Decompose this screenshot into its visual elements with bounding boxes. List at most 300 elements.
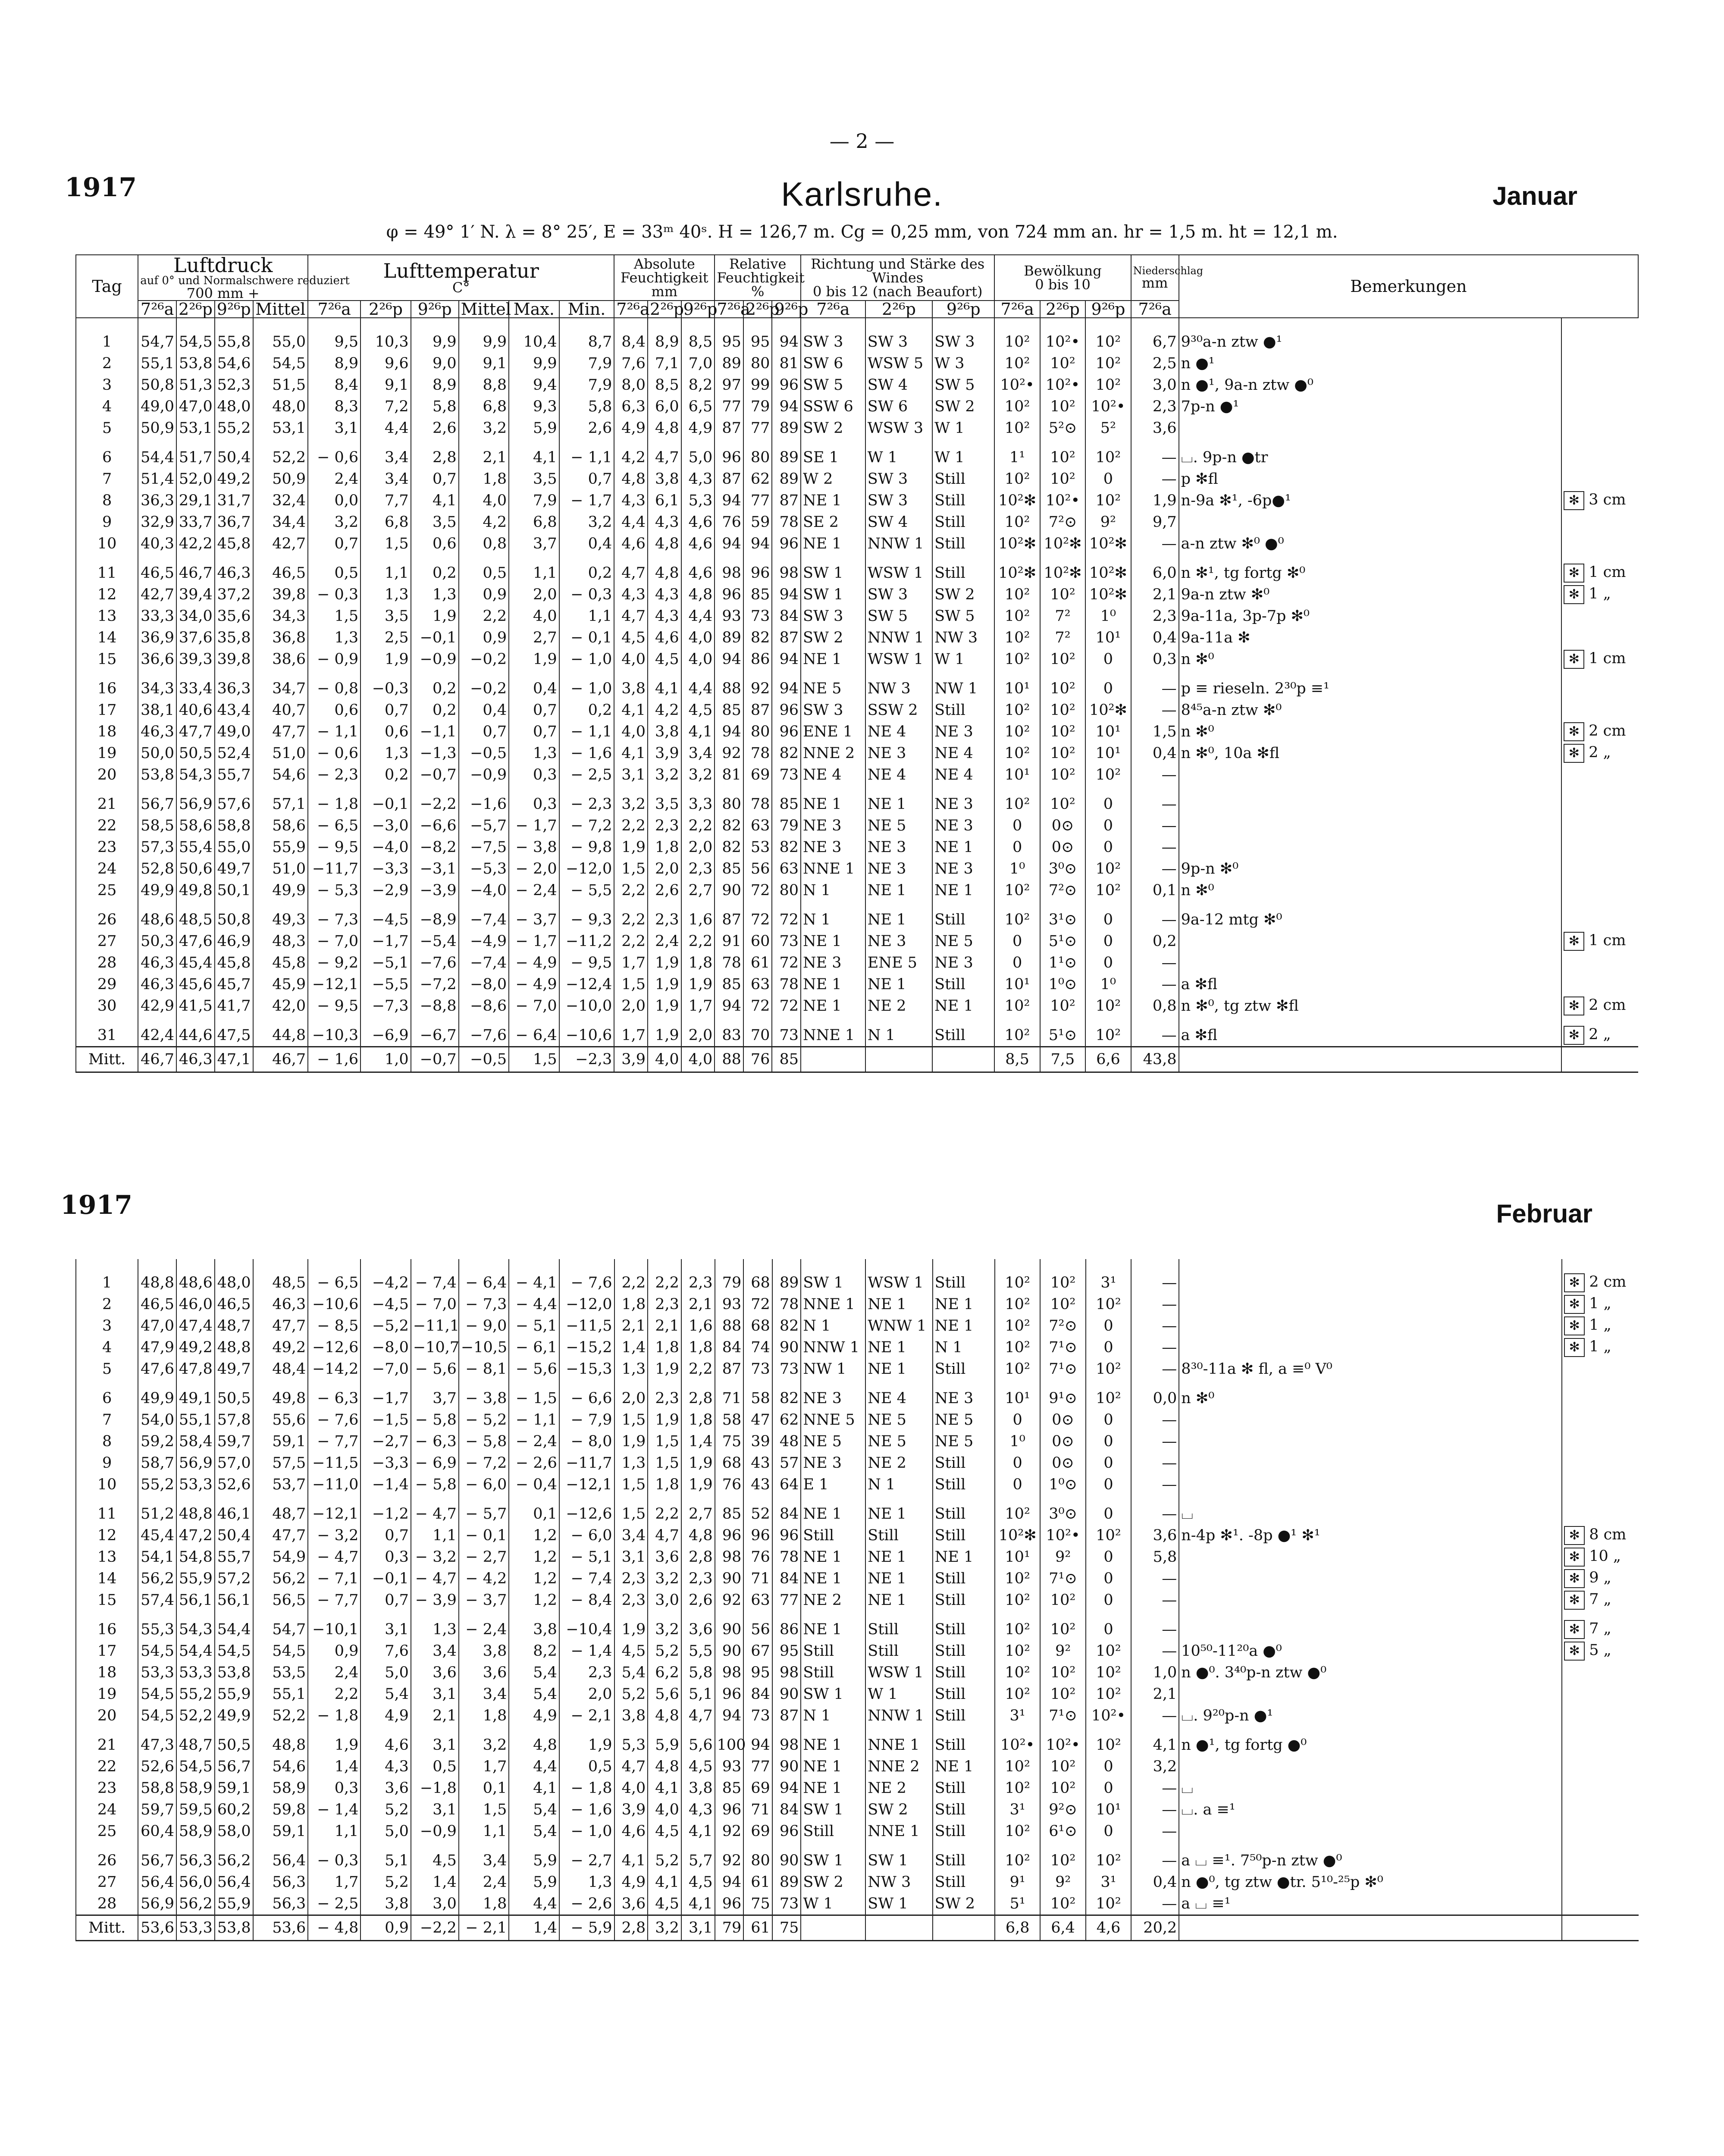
cell-rf-2p: 79 — [743, 396, 772, 417]
cell-af-9p: 3,6 — [681, 1611, 715, 1640]
cell-ld-mittel: 48,5 — [253, 1259, 308, 1294]
mitt-t-min: − 5,9 — [559, 1915, 614, 1941]
table-row — [76, 764, 1638, 786]
cell-wind-9p: SW 2 — [932, 584, 994, 605]
mitt-af-7a: 3,9 — [614, 1047, 648, 1072]
cell-t-9p: 3,0 — [411, 1893, 459, 1915]
cell-t-2p: 10,3 — [360, 318, 411, 353]
cell-bem: 8⁴⁵a-n ztw ✻⁰ — [1179, 699, 1562, 721]
table-row — [76, 396, 1638, 417]
cell-af-7a: 1,7 — [614, 1017, 648, 1047]
cell-wind-9p: Still — [932, 699, 994, 721]
cell-ld-mittel: 55,0 — [253, 318, 308, 353]
cell-t-max: − 4,1 — [509, 1259, 559, 1294]
cell-af-7a: 1,9 — [614, 837, 648, 858]
cell-ld-9p: 45,7 — [215, 974, 253, 995]
cell-af-2p: 5,2 — [648, 1640, 681, 1662]
cell-rf-2p: 72 — [743, 880, 772, 901]
cell-ld-2p: 56,9 — [176, 1452, 215, 1474]
cell-af-7a: 4,9 — [614, 1871, 648, 1893]
cell-t-mittel: −0,9 — [459, 764, 509, 786]
cell-wind-9p: Still — [933, 1589, 995, 1611]
cell-ld-9p: 57,6 — [215, 786, 253, 815]
cell-nied: 0,2 — [1131, 931, 1179, 952]
cell-bew-2p: 10²• — [1040, 1727, 1085, 1756]
cell-t-9p: − 7,0 — [411, 1294, 459, 1315]
cell-rf-7a: 76 — [715, 1474, 744, 1495]
cell-rf-7a: 87 — [715, 417, 743, 439]
cell-t-9p: −8,2 — [411, 837, 459, 858]
month-january: Januar — [1492, 182, 1577, 210]
table-row — [76, 584, 1638, 605]
cell-ld-2p: 54,5 — [176, 318, 215, 353]
cell-bew-9p: 10¹ — [1085, 627, 1131, 649]
cell-bew-2p: 7¹⊙ — [1040, 1358, 1085, 1380]
cell-ld-9p: 57,8 — [215, 1409, 253, 1431]
cell-t-9p: 1,9 — [411, 605, 459, 627]
cell-wind-7a: SW 1 — [801, 584, 865, 605]
cell-af-9p: 2,0 — [681, 1017, 715, 1047]
cell-rf-2p: 74 — [743, 1337, 772, 1358]
cell-af-9p: 4,8 — [681, 1525, 715, 1546]
cell-wind-2p: Still — [865, 1525, 932, 1546]
cell-wind-2p: Still — [865, 1611, 932, 1640]
cell-ld-mittel: 48,0 — [253, 396, 308, 417]
cell-ld-2p: 58,4 — [176, 1431, 215, 1452]
cell-wind-9p: NE 3 — [933, 1380, 995, 1409]
cell-rf-2p: 68 — [743, 1259, 772, 1294]
cell-ld-7a: 56,7 — [138, 1842, 176, 1871]
cell-bem — [1179, 1337, 1562, 1358]
cell-t-2p: −5,2 — [360, 1315, 411, 1337]
cell-bew-2p: 5²⊙ — [1040, 417, 1085, 439]
cell-t-min: − 2,6 — [559, 1893, 614, 1915]
cell-bew-9p: 10² — [1085, 995, 1131, 1017]
cell-rf-2p: 47 — [743, 1409, 772, 1431]
cell-bew-2p: 9² — [1040, 1871, 1085, 1893]
cell-af-9p: 2,2 — [681, 1358, 715, 1380]
cell-af-9p: 5,6 — [681, 1727, 715, 1756]
cell-tag: 16 — [76, 670, 138, 699]
cell-rf-9p: 82 — [772, 743, 801, 764]
cell-t-max: 2,0 — [509, 584, 559, 605]
cell-bew-7a: 10² — [995, 1640, 1040, 1662]
col-nied-unit: mm — [1141, 275, 1168, 291]
cell-af-7a: 2,1 — [614, 1315, 648, 1337]
cell-bew-7a: 3¹ — [995, 1705, 1040, 1727]
cell-ld-9p: 49,2 — [215, 468, 253, 490]
cell-af-7a: 4,3 — [614, 584, 648, 605]
cell-rf-9p: 72 — [772, 901, 801, 931]
cell-rf-7a: 94 — [715, 490, 743, 511]
cell-rf-9p: 95 — [772, 1640, 801, 1662]
cell-bew-7a: 10¹ — [995, 1380, 1040, 1409]
cell-tag: 26 — [76, 1842, 138, 1871]
cell-t-min: 0,2 — [559, 555, 614, 584]
cell-wind-7a: NNE 1 — [801, 858, 865, 880]
cell-ld-mittel: 36,8 — [253, 627, 308, 649]
cell-bem: ⌴. 9²⁰p-n ●¹ — [1179, 1705, 1562, 1727]
cell-tag: 31 — [76, 1017, 138, 1047]
cell-af-7a: 4,7 — [614, 1756, 648, 1777]
cell-af-9p: 8,2 — [681, 374, 715, 396]
cell-t-9p: −3,1 — [411, 858, 459, 880]
cell-bew-9p: 10² — [1086, 1294, 1131, 1315]
cell-t-9p: 4,5 — [411, 1842, 459, 1871]
mitt-bew-2p: 7,5 — [1040, 1047, 1085, 1072]
mitt-t-7a: − 1,6 — [308, 1047, 360, 1072]
cell-ld-mittel: 34,4 — [253, 511, 308, 533]
cell-nied: — — [1131, 1474, 1179, 1495]
cell-bew-7a: 10²✻ — [994, 490, 1040, 511]
cell-wind-2p: NE 4 — [865, 1380, 932, 1409]
cell-wind-7a: NE 3 — [801, 837, 865, 858]
cell-t-min: − 8,0 — [559, 1431, 614, 1452]
cell-af-7a: 4,1 — [614, 699, 648, 721]
cell-rf-2p: 80 — [743, 439, 772, 468]
cell-rf-7a: 94 — [715, 533, 743, 555]
cell-schnee — [1561, 1017, 1638, 1047]
cell-bew-2p: 10²• — [1040, 318, 1085, 353]
cell-t-2p: 0,3 — [360, 1546, 411, 1568]
cell-bew-2p: 10² — [1040, 1294, 1085, 1315]
cell-ld-9p: 52,3 — [215, 374, 253, 396]
col-rel — [715, 255, 805, 301]
cell-ld-mittel: 56,2 — [253, 1568, 308, 1589]
cell-rf-2p: 94 — [743, 533, 772, 555]
cell-af-2p: 1,9 — [648, 952, 681, 974]
cell-t-2p: 7,2 — [360, 396, 411, 417]
cell-nied: — — [1131, 837, 1179, 858]
cell-af-2p: 1,8 — [648, 837, 681, 858]
cell-af-2p: 3,2 — [648, 1611, 681, 1640]
cell-rf-2p: 69 — [743, 1777, 772, 1799]
cell-rf-7a: 92 — [715, 743, 743, 764]
cell-t-2p: 1,1 — [360, 555, 411, 584]
cell-bem: n ✻⁰ — [1179, 1380, 1562, 1409]
cell-af-9p: 4,3 — [681, 468, 715, 490]
cell-t-2p: −3,3 — [360, 858, 411, 880]
cell-t-9p: −1,8 — [411, 1777, 459, 1799]
month-februar: Februar — [1496, 1199, 1592, 1228]
cell-t-max: 4,0 — [509, 605, 559, 627]
cell-tag: 6 — [76, 439, 138, 468]
cell-wind-9p: W 1 — [932, 649, 994, 670]
cell-ld-7a: 47,9 — [138, 1337, 176, 1358]
cell-t-2p: 7,7 — [360, 490, 411, 511]
cell-schnee — [1561, 468, 1638, 490]
cell-t-max: − 4,9 — [509, 974, 559, 995]
cell-af-9p: 5,5 — [681, 1640, 715, 1662]
cell-t-min: − 2,1 — [559, 1705, 614, 1727]
cell-wind-7a: SW 2 — [801, 627, 865, 649]
cell-t-7a: − 7,7 — [308, 1431, 360, 1452]
cell-af-2p: 4,3 — [648, 511, 681, 533]
cell-bew-7a: 10² — [994, 318, 1040, 353]
cell-ld-2p: 50,5 — [176, 743, 215, 764]
snow-depth: 1 „ — [1589, 1295, 1611, 1312]
cell-bew-9p: 0 — [1085, 815, 1131, 837]
cell-af-9p: 1,4 — [681, 1431, 715, 1452]
mitt-af-2p: 4,0 — [648, 1047, 681, 1072]
cell-af-7a: 6,3 — [614, 396, 648, 417]
cell-schnee — [1561, 490, 1638, 511]
table-row — [76, 1727, 1639, 1756]
cell-t-9p: − 6,9 — [411, 1452, 459, 1474]
cell-rf-9p: 81 — [772, 353, 801, 374]
cell-nied: — — [1131, 1337, 1179, 1358]
cell-af-7a: 3,8 — [614, 1705, 648, 1727]
mitt-wind-2p — [865, 1047, 932, 1072]
cell-tag: 5 — [76, 1358, 138, 1380]
cell-bew-7a: 1⁰ — [994, 858, 1040, 880]
mitt-schnee — [1561, 1047, 1638, 1072]
cell-nied: — — [1131, 1294, 1179, 1315]
cell-rf-2p: 59 — [743, 511, 772, 533]
cell-t-9p: − 7,4 — [411, 1259, 459, 1294]
cell-af-7a: 1,5 — [614, 1409, 648, 1431]
cell-af-7a: 1,3 — [614, 1358, 648, 1380]
cell-ld-mittel: 54,5 — [253, 1640, 308, 1662]
cell-af-7a: 8,0 — [614, 374, 648, 396]
cell-bem: ⌴ — [1179, 1777, 1562, 1799]
cell-t-max: − 2,4 — [509, 880, 559, 901]
cell-ld-mittel: 34,3 — [253, 605, 308, 627]
cell-t-9p: 1,3 — [411, 1611, 459, 1640]
cell-wind-9p: NE 3 — [932, 721, 994, 743]
snow-depth: 1 cm — [1589, 650, 1626, 667]
table-row — [76, 555, 1638, 584]
cell-t-min: −15,2 — [559, 1337, 614, 1358]
cell-ld-7a: 49,0 — [138, 396, 176, 417]
cell-ld-mittel: 53,7 — [253, 1474, 308, 1495]
cell-af-2p: 4,6 — [648, 627, 681, 649]
cell-t-7a: 0,7 — [308, 533, 360, 555]
cell-wind-2p: NE 1 — [865, 974, 932, 995]
cell-wind-9p: Still — [932, 490, 994, 511]
mitt-af-2p: 3,2 — [648, 1915, 681, 1941]
cell-ld-2p: 56,2 — [176, 1893, 215, 1915]
cell-af-2p: 4,1 — [648, 1871, 681, 1893]
cell-ld-2p: 54,3 — [176, 764, 215, 786]
cell-schnee — [1562, 1358, 1639, 1380]
cell-ld-9p: 57,0 — [215, 1452, 253, 1474]
cell-wind-7a: SW 1 — [801, 555, 865, 584]
cell-t-7a: 0,3 — [308, 1777, 360, 1799]
cell-rf-7a: 94 — [715, 649, 743, 670]
snow-depth: 2 cm — [1589, 1273, 1627, 1291]
cell-rf-9p: 90 — [772, 1683, 801, 1705]
cell-t-7a: − 8,5 — [308, 1315, 360, 1337]
cell-wind-9p: Still — [933, 1871, 995, 1893]
cell-af-7a: 4,0 — [614, 1777, 648, 1799]
col-temp — [308, 255, 614, 301]
cell-wind-7a: NE 3 — [801, 1452, 865, 1474]
cell-ld-2p: 55,4 — [176, 837, 215, 858]
cell-wind-7a: NE 1 — [801, 1777, 865, 1799]
col-b-t2: 2²⁶p — [1040, 301, 1085, 318]
cell-wind-2p: NNW 1 — [865, 1705, 932, 1727]
cell-ld-2p: 48,8 — [176, 1495, 215, 1525]
cell-t-min: − 9,3 — [559, 901, 614, 931]
cell-ld-7a: 50,9 — [138, 417, 176, 439]
cell-t-mittel: − 2,7 — [459, 1546, 509, 1568]
mitt-wind-2p — [865, 1915, 932, 1941]
cell-wind-7a: SW 6 — [801, 353, 865, 374]
cell-schnee — [1562, 1821, 1639, 1842]
cell-ld-mittel: 48,3 — [253, 931, 308, 952]
cell-bew-2p: 9¹⊙ — [1040, 1380, 1085, 1409]
cell-rf-2p: 99 — [743, 374, 772, 396]
cell-t-min: 7,9 — [559, 353, 614, 374]
cell-nied: — — [1131, 786, 1179, 815]
cell-af-7a: 2,2 — [614, 1259, 648, 1294]
cell-bew-7a: 10² — [994, 699, 1040, 721]
cell-rf-2p: 73 — [743, 605, 772, 627]
cell-rf-9p: 90 — [772, 1756, 801, 1777]
cell-rf-2p: 72 — [743, 901, 772, 931]
cell-t-mittel: −1,6 — [459, 786, 509, 815]
cell-af-2p: 2,1 — [648, 1315, 681, 1337]
cell-ld-7a: 45,4 — [138, 1525, 176, 1546]
cell-ld-7a: 32,9 — [138, 511, 176, 533]
cell-t-min: − 9,5 — [559, 952, 614, 974]
cell-bew-9p: 5² — [1085, 417, 1131, 439]
cell-t-9p: 3,4 — [411, 1640, 459, 1662]
cell-ld-9p: 56,1 — [215, 1589, 253, 1611]
cell-bew-9p: 10² — [1085, 1017, 1131, 1047]
cell-af-2p: 3,8 — [648, 468, 681, 490]
cell-t-mittel: 0,5 — [459, 555, 509, 584]
cell-ld-mittel: 51,5 — [253, 374, 308, 396]
cell-af-2p: 1,5 — [648, 1452, 681, 1474]
cell-rf-2p: 71 — [743, 1568, 772, 1589]
cell-rf-2p: 72 — [743, 995, 772, 1017]
cell-t-max: 3,5 — [509, 468, 559, 490]
cell-wind-2p: WSW 5 — [865, 353, 932, 374]
cell-t-max: 1,2 — [509, 1525, 559, 1546]
table-row — [76, 743, 1638, 764]
cell-bew-7a: 10² — [994, 901, 1040, 931]
cell-af-9p: 1,6 — [681, 1315, 715, 1337]
cell-nied: — — [1131, 1017, 1179, 1047]
cell-ld-9p: 50,4 — [215, 439, 253, 468]
cell-bew-7a: 10² — [995, 1337, 1040, 1358]
cell-af-7a: 2,2 — [614, 880, 648, 901]
cell-ld-2p: 48,6 — [176, 1259, 215, 1294]
cell-wind-2p: N 1 — [865, 1017, 932, 1047]
cell-wind-2p: NE 1 — [865, 901, 932, 931]
table-row — [76, 353, 1638, 374]
cell-ld-7a: 33,3 — [138, 605, 176, 627]
cell-bem: n ●¹, 9a-n ztw ●⁰ — [1179, 374, 1562, 396]
cell-rf-7a: 87 — [715, 468, 743, 490]
cell-rf-2p: 63 — [743, 974, 772, 995]
cell-t-7a: − 7,0 — [308, 931, 360, 952]
cell-bew-9p: 10² — [1086, 1358, 1131, 1380]
col-abs-title: Absolute Feuchtigkeit — [621, 256, 708, 286]
cell-t-mittel: − 3,8 — [459, 1380, 509, 1409]
cell-bew-2p: 1¹⊙ — [1040, 952, 1085, 974]
cell-t-min: − 7,4 — [559, 1568, 614, 1589]
cell-ld-2p: 29,1 — [176, 490, 215, 511]
cell-t-9p: −6,7 — [411, 1017, 459, 1047]
cell-bew-9p: 10¹ — [1085, 743, 1131, 764]
cell-tag: 18 — [76, 721, 138, 743]
cell-t-min: − 8,4 — [559, 1589, 614, 1611]
cell-rf-7a: 98 — [715, 1662, 744, 1683]
mitt-nied: 20,2 — [1131, 1915, 1179, 1941]
cell-ld-9p: 55,7 — [215, 764, 253, 786]
cell-af-2p: 4,8 — [648, 417, 681, 439]
cell-wind-9p: NE 1 — [933, 1756, 995, 1777]
cell-af-2p: 1,9 — [648, 1017, 681, 1047]
cell-bew-9p: 10² — [1085, 353, 1131, 374]
cell-rf-2p: 77 — [743, 490, 772, 511]
cell-wind-7a: NE 1 — [801, 1495, 865, 1525]
cell-bew-9p: 0 — [1085, 786, 1131, 815]
cell-bem: 9p-n ✻⁰ — [1179, 858, 1562, 880]
cell-t-7a: − 0,6 — [308, 439, 360, 468]
cell-t-2p: 1,3 — [360, 584, 411, 605]
cell-bew-2p: 3⁰⊙ — [1040, 1495, 1085, 1525]
cell-t-min: − 6,6 — [559, 1380, 614, 1409]
cell-wind-2p: WSW 1 — [865, 1259, 932, 1294]
cell-bew-9p: 0 — [1086, 1495, 1131, 1525]
cell-wind-7a: SE 1 — [801, 439, 865, 468]
cell-bew-9p: 0 — [1085, 649, 1131, 670]
cell-wind-2p: NNW 1 — [865, 533, 932, 555]
cell-bew-9p: 1⁰ — [1085, 605, 1131, 627]
mitt-ld-7a: 53,6 — [138, 1915, 176, 1941]
station-title: Karlsruhe. — [781, 175, 943, 213]
cell-rf-2p: 72 — [743, 1294, 772, 1315]
cell-bew-2p: 10² — [1040, 439, 1085, 468]
cell-af-9p: 4,6 — [681, 511, 715, 533]
cell-wind-9p: SW 2 — [933, 1893, 995, 1915]
cell-af-7a: 1,9 — [614, 1431, 648, 1452]
cell-nied: 2,1 — [1131, 1683, 1179, 1705]
cell-bew-7a: 10² — [995, 1756, 1040, 1777]
cell-af-7a: 1,5 — [614, 858, 648, 880]
cell-schnee — [1561, 837, 1638, 858]
cell-rf-7a: 96 — [715, 584, 743, 605]
cell-tag: 17 — [76, 699, 138, 721]
cell-nied: — — [1131, 1495, 1179, 1525]
cell-bew-9p: 10¹ — [1085, 721, 1131, 743]
cell-af-2p: 2,3 — [648, 1380, 681, 1409]
cell-af-9p: 7,0 — [681, 353, 715, 374]
cell-wind-9p: NE 3 — [932, 786, 994, 815]
cell-t-2p: 0,2 — [360, 764, 411, 786]
cell-bew-9p: 10² — [1085, 374, 1131, 396]
cell-bew-9p: 0 — [1086, 1431, 1131, 1452]
cell-t-mittel: 0,8 — [459, 533, 509, 555]
cell-tag: 12 — [76, 1525, 138, 1546]
table-row — [76, 1611, 1639, 1640]
cell-nied: 5,8 — [1131, 1546, 1179, 1568]
cell-rf-7a: 77 — [715, 396, 743, 417]
cell-bem — [1179, 1315, 1562, 1337]
col-w-t2: 2²⁶p — [865, 301, 932, 318]
cell-t-2p: 5,2 — [360, 1799, 411, 1821]
cell-wind-7a: Still — [801, 1640, 865, 1662]
cell-t-2p: −8,0 — [360, 1337, 411, 1358]
cell-t-9p: 3,1 — [411, 1727, 459, 1756]
col-af-t1: 7²⁶a — [614, 301, 648, 318]
cell-ld-7a: 47,0 — [138, 1315, 176, 1337]
snow-cover-icon: ✻ — [1564, 1526, 1585, 1545]
